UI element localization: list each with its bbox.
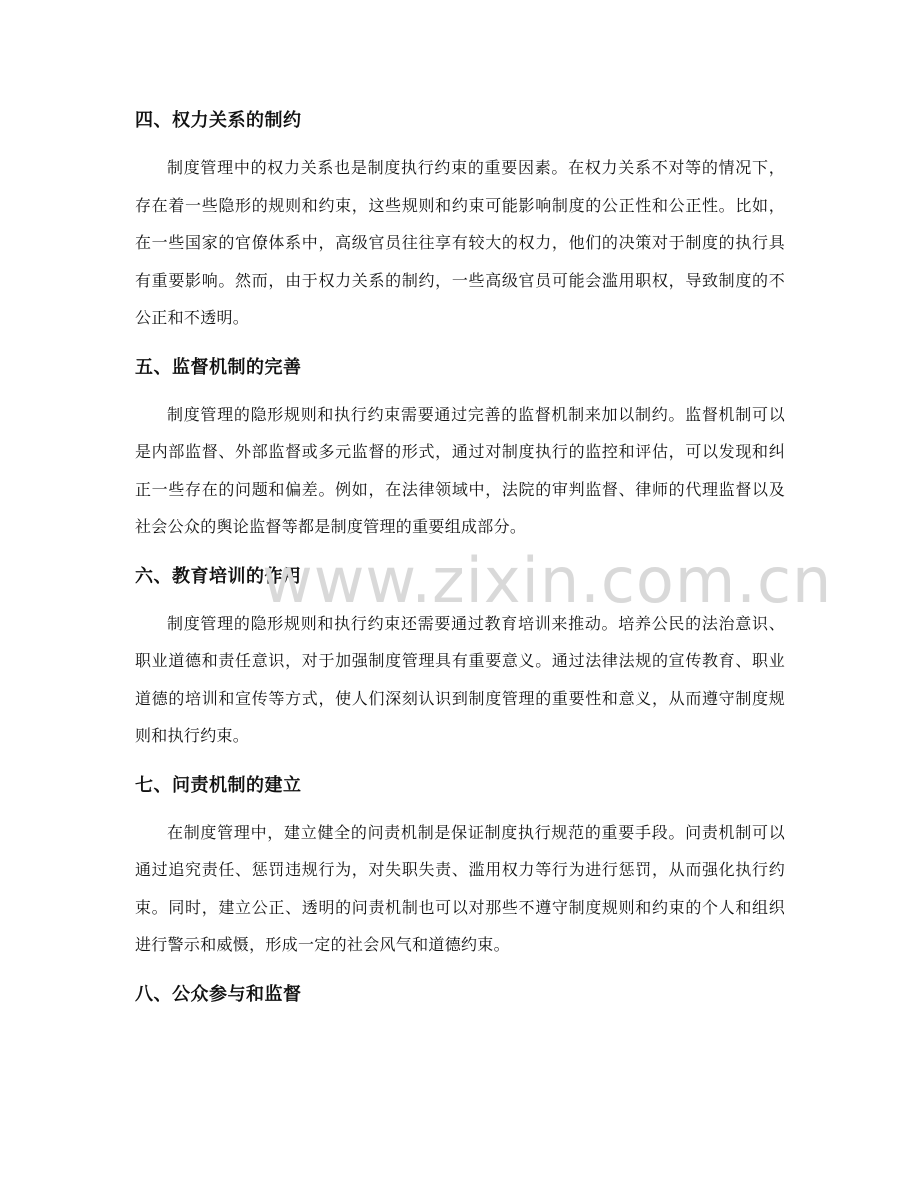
section-heading-6: 六、教育培训的作用 bbox=[135, 565, 302, 587]
section-paragraph-4: 制度管理中的权力关系也是制度执行约束的重要因素。在权力关系不对等的情况下，存在着一些隐形的规则和约束，这些规则和约束可能影响制度的公正性和公正性。比如，在一些国家的官僚体系中，高级官员往往享有较大的权力，他们的决策对于制度的执行具有重要影响。然而，由于权力关系的制约，一些高级官员可能会滥用职权，导致制度的不公正和不透明。 bbox=[135, 158, 785, 327]
section-paragraph-7: 在制度管理中，建立健全的问责机制是保证制度执行规范的重要手段。问责机制可以通过追究责任、惩罚违规行为，对失职失责、滥用权力等行为进行惩罚，从而强化执行约束。同时，建立公正、透明的问责机制也可以对那些不遵守制度规则和约束的个人和组织进行警示和威慑，形成一定的社会风气和道德约束。 bbox=[135, 822, 785, 954]
watermark: www.zixin.com.cn bbox=[262, 544, 833, 617]
document-body bbox=[135, 104, 833, 1012]
section-heading-8: 八、公众参与和监督 bbox=[135, 983, 302, 1005]
section-heading-7: 七、问责机制的建立 bbox=[135, 774, 302, 796]
section-heading-5: 五、监督机制的完善 bbox=[135, 356, 302, 378]
section-paragraph-6: 制度管理的隐形规则和执行约束还需要通过教育培训来推动。培养公民的法治意识、职业道德和责任意识，对于加强制度管理具有重要意义。通过法律法规的宣传教育、职业道德的培训和宣传等方式，使人们深刻认识到制度管理的重要性和意义，从而遵守制度规则和执行约束。 bbox=[135, 613, 785, 745]
section-paragraph-5: 制度管理的隐形规则和执行约束需要通过完善的监督机制来加以制约。监督机制可以是内部监督、外部监督或多元监督的形式，通过对制度执行的监控和评估，可以发现和纠正一些存在的问题和偏差。例如，在法律领域中，法院的审判监督、律师的代理监督以及社会公众的舆论监督等都是制度管理的重要组成部分。 bbox=[135, 404, 785, 536]
section-heading-4: 四、权力关系的制约 bbox=[135, 110, 302, 131]
